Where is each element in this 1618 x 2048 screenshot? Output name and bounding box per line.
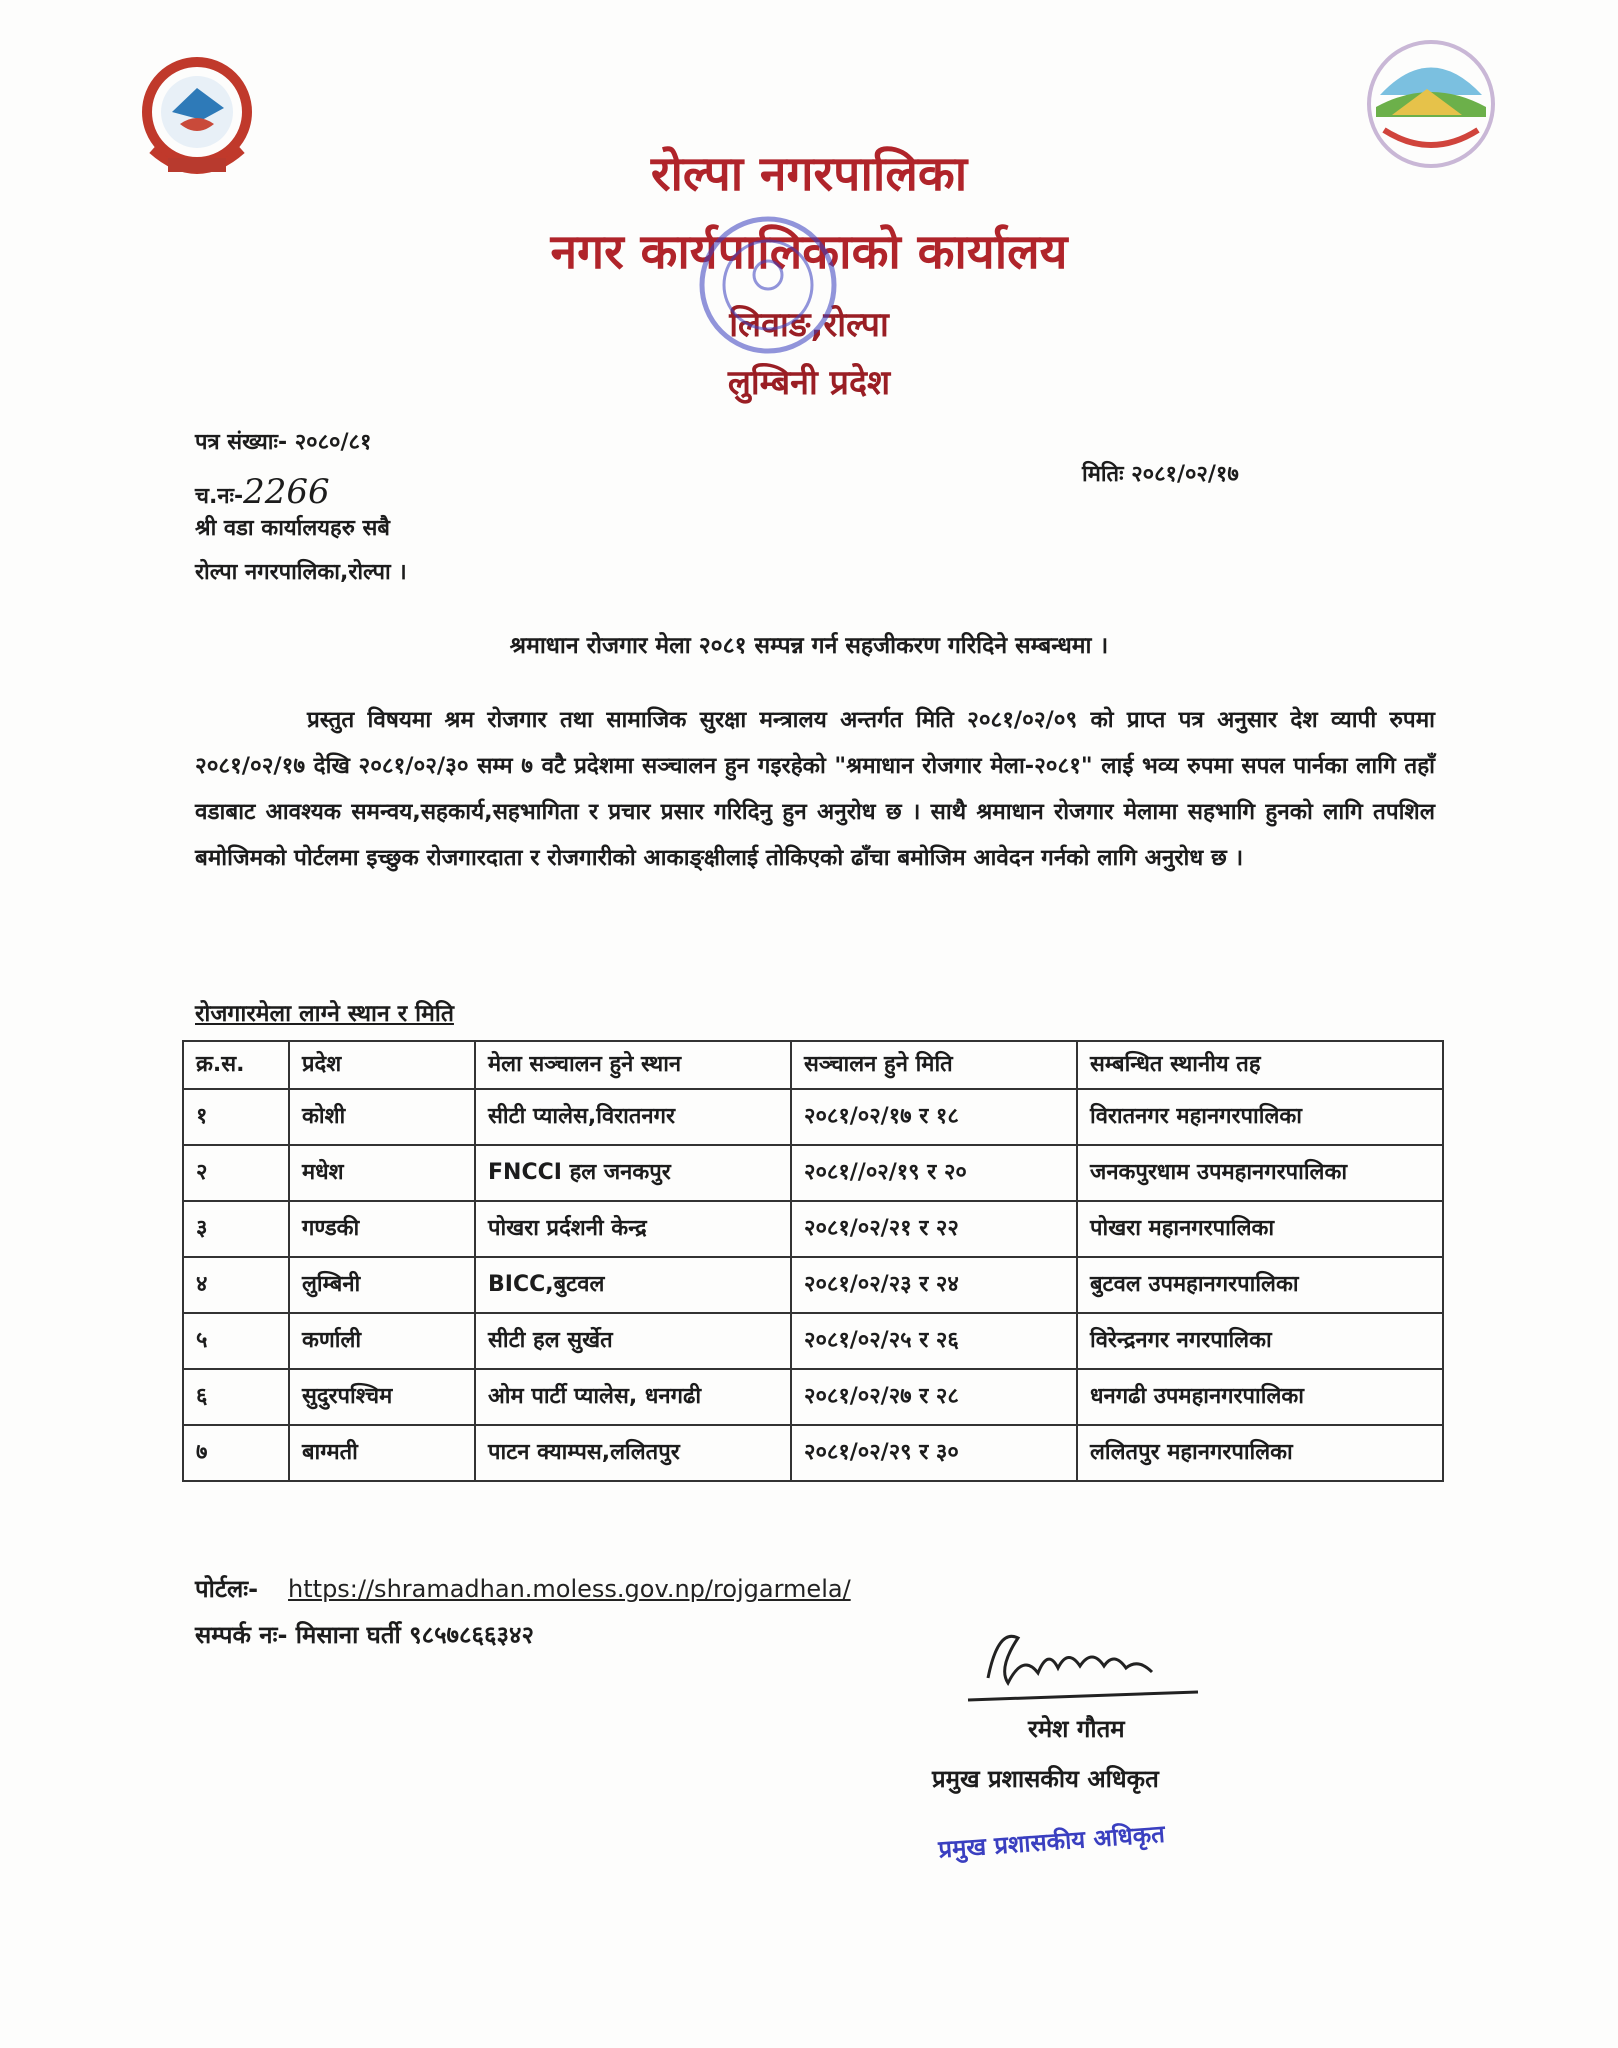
cell-province: सुदुरपश्चिम bbox=[289, 1369, 475, 1425]
cell-serial: ६ bbox=[183, 1369, 289, 1425]
table-row bbox=[183, 1089, 1443, 1145]
office-location: लिवाङ,रोल्पा bbox=[729, 305, 889, 345]
designation-stamp bbox=[932, 1812, 1222, 1864]
cell-date: २०८१/०२/२९ र ३० bbox=[791, 1425, 1077, 1481]
cell-local-level: जनकपुरधाम उपमहानगरपालिका bbox=[1077, 1145, 1443, 1201]
table-header-row bbox=[183, 1041, 1443, 1089]
cell-local-level: विरातनगर महानगरपालिका bbox=[1077, 1089, 1443, 1145]
province-name: लुम्बिनी प्रदेश bbox=[727, 363, 891, 403]
letter-body: प्रस्तुत विषयमा श्रम रोजगार तथा सामाजिक सुरक्षा मन्त्रालय अन्तर्गत मिति २०८१/०२/०९ को प्राप्त पत्र अनुसार देश व्यापी रुपमा २०८१/०२/१७ देखि २०८१/०२/३० सम्म ७ वटै प्रदेशमा सञ्चालन हुन गइरहेको "श्रमाधान रोजगार मेला-२०८१" लाई भव्य रुपमा सपल पार्नका लागि तहाँ वडाबाट आवश्यक समन्वय,सहकार्य,सहभागिता र प्रचार प्रसार गरिदिनु हुन अनुरोध छ । साथै श्रमाधान रोजगार मेलामा सहभागि हुनको लागि तपशिल बमोजिमको पोर्टलमा इच्छुक रोजगारदाता र रोजगारीको आकाङ्क्षीलाई तोकिएको ढाँचा बमोजिम आवेदन गर्नको लागि अनुरोध छ । bbox=[195, 707, 1435, 871]
cell-date: २०८१/०२/२५ र २६ bbox=[791, 1313, 1077, 1369]
portal-link[interactable]: https://shramadhan.moless.gov.np/rojgarmela/ bbox=[288, 1575, 851, 1603]
cell-venue: FNCCI हल जनकपुर bbox=[475, 1145, 791, 1201]
cell-venue: सीटी प्यालेस,विरातनगर bbox=[475, 1089, 791, 1145]
cell-venue: पोखरा प्रर्दशनी केन्द्र bbox=[475, 1201, 791, 1257]
col-local-level: सम्बन्धित स्थानीय तह bbox=[1077, 1041, 1443, 1089]
cell-venue: सीटी हल सुर्खेत bbox=[475, 1313, 791, 1369]
reference-number: पत्र संख्याः- २०८०/८१ bbox=[195, 430, 372, 455]
table-row bbox=[183, 1257, 1443, 1313]
cell-serial: १ bbox=[183, 1089, 289, 1145]
handwritten-signature bbox=[958, 1608, 1218, 1718]
signer-name: रमेश गौतम bbox=[1028, 1715, 1125, 1743]
letter-date: मितिः २०८१/०२/१७ bbox=[1082, 462, 1239, 487]
cell-province: लुम्बिनी bbox=[289, 1257, 475, 1313]
cell-local-level: ललितपुर महानगरपालिका bbox=[1077, 1425, 1443, 1481]
portal-label: पोर्टलः- bbox=[195, 1575, 259, 1603]
cell-local-level: विरेन्द्रनगर नगरपालिका bbox=[1077, 1313, 1443, 1369]
office-name: नगर कार्यपालिकाको कार्यालय bbox=[550, 224, 1068, 280]
cell-local-level: बुटवल उपमहानगरपालिका bbox=[1077, 1257, 1443, 1313]
cell-local-level: धनगढी उपमहानगरपालिका bbox=[1077, 1369, 1443, 1425]
cell-date: २०८१/०२/२१ र २२ bbox=[791, 1201, 1077, 1257]
table-title: रोजगारमेला लाग्ने स्थान र मिति bbox=[195, 1001, 454, 1027]
dispatch-number bbox=[195, 472, 330, 512]
dispatch-label: च.नः- bbox=[195, 484, 244, 509]
col-province: प्रदेश bbox=[289, 1041, 475, 1089]
cell-date: २०८१/०२/२३ र २४ bbox=[791, 1257, 1077, 1313]
table-row bbox=[183, 1313, 1443, 1369]
table-row bbox=[183, 1425, 1443, 1481]
col-serial: क्र.स. bbox=[183, 1041, 289, 1089]
table-row bbox=[183, 1369, 1443, 1425]
cell-date: २०८१//०२/१९ र २० bbox=[791, 1145, 1077, 1201]
office-seal-icon bbox=[668, 205, 868, 365]
designation-stamp-text: प्रमुख प्रशासकीय अधिकृत bbox=[937, 1819, 1166, 1864]
job-fair-table bbox=[182, 1040, 1444, 1482]
contact-line: सम्पर्क नः- मिसाना घर्ती ९८५७८६६३४२ bbox=[195, 1621, 534, 1649]
cell-date: २०८१/०२/२७ र २८ bbox=[791, 1369, 1077, 1425]
table-row bbox=[183, 1201, 1443, 1257]
col-venue: मेला सञ्चालन हुने स्थान bbox=[475, 1041, 791, 1089]
portal-line bbox=[195, 1572, 851, 1605]
municipality-name: रोल्पा नगरपालिका bbox=[650, 146, 968, 202]
col-date: सञ्चालन हुने मिति bbox=[791, 1041, 1077, 1089]
letter-subject: श्रमाधान रोजगार मेला २०८१ सम्पन्न गर्न सहजीकरण गरिदिने सम्बन्धमा । bbox=[509, 633, 1109, 659]
recipient-line-1: श्री वडा कार्यालयहरु सबै bbox=[195, 516, 390, 541]
cell-serial: ५ bbox=[183, 1313, 289, 1369]
cell-venue: BICC,बुटवल bbox=[475, 1257, 791, 1313]
signer-title: प्रमुख प्रशासकीय अधिकृत bbox=[932, 1765, 1159, 1793]
table-row bbox=[183, 1145, 1443, 1201]
cell-province: कर्णाली bbox=[289, 1313, 475, 1369]
recipient-line-2: रोल्पा नगरपालिका,रोल्पा । bbox=[195, 560, 407, 585]
cell-serial: ४ bbox=[183, 1257, 289, 1313]
cell-venue: पाटन क्याम्पस,ललितपुर bbox=[475, 1425, 791, 1481]
cell-province: मधेश bbox=[289, 1145, 475, 1201]
dispatch-handwritten-number: 2266 bbox=[243, 472, 330, 512]
cell-serial: ३ bbox=[183, 1201, 289, 1257]
cell-province: कोशी bbox=[289, 1089, 475, 1145]
cell-serial: ७ bbox=[183, 1425, 289, 1481]
cell-date: २०८१/०२/१७ र १८ bbox=[791, 1089, 1077, 1145]
cell-venue: ओम पार्टी प्यालेस, धनगढी bbox=[475, 1369, 791, 1425]
cell-province: गण्डकी bbox=[289, 1201, 475, 1257]
cell-local-level: पोखरा महानगरपालिका bbox=[1077, 1201, 1443, 1257]
cell-serial: २ bbox=[183, 1145, 289, 1201]
cell-province: बाग्मती bbox=[289, 1425, 475, 1481]
